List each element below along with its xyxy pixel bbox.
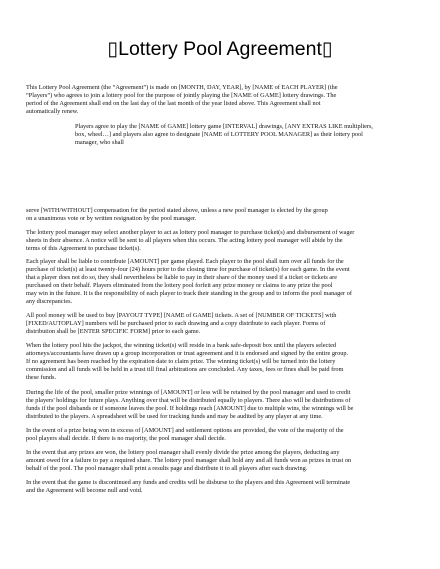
- text-line: Players agree to play the [NAME of GAME] lottery game [INTERVAL] drawings, [ANY EXTRAS LIKE multipliers,: [75, 123, 374, 130]
- paragraph-acting-manager: [26, 229, 354, 253]
- text-line: period of the Agreement shall end on the last day of the last month of the year listed above. This Agreement shall not: [26, 100, 321, 108]
- text-line: distributed to the players. A spreadsheet will be used for tracking funds and may be audited by any player at any time.: [26, 413, 323, 421]
- text-line: purchase of ticket(s) at least twenty-four (24) hours prior to the closing time for purchase of ticket(s) for each game. In the event: [26, 266, 350, 274]
- text-line: If no agreement has been reached by the expiration date to claim prize. The winning ticket(s) will be turned into the lottery: [26, 358, 336, 366]
- text-line: All pool money will be used to buy [PAYOUT TYPE] [NAME of GAME] tickets. A set of [NUMBER OF TICKETS] with: [26, 312, 337, 319]
- text-line: Each player shall be liable to contribute [AMOUNT] per game played. Each player to the pool shall turn over all funds for the: [26, 258, 344, 265]
- text-line: these funds.: [26, 374, 57, 382]
- text-line: box, wheel…] and players also agree to designate [NAME of LOTTERY POOL MANAGER] as their lottery pool: [75, 131, 363, 139]
- text-line: and the Agreement will become null and void.: [26, 487, 143, 495]
- document-title: ▯Lottery Pool Agreement▯: [107, 38, 333, 60]
- text-line: In the event that the game is discontinued any funds and credits will be disburse to the players and this Agreement will terminate: [26, 479, 351, 486]
- text-line: any discrepancies.: [26, 298, 73, 306]
- text-line: [FIXED/AUTOPLAY] numbers will be purchased prior to each drawing and a copy distribute to each player. Forms of: [26, 320, 326, 328]
- text-line: distribution shall be [ENTER SPECIFIC FORM] prior to each game.: [26, 328, 201, 336]
- text-line: that a player does not do so, they shall nevertheless be liable to pay in their share of the money used if a ticket or tickets are: [26, 274, 338, 282]
- paragraph-game-and-manager: [75, 123, 373, 147]
- text-line: on a unanimous vote or by written resignation by the pool manager.: [26, 215, 197, 223]
- paragraph-small-winnings: [26, 389, 353, 421]
- text-line: attorneys/accountants have drawn up a group incorporation or trust agreement and it is endorsed and signed by the entire group.: [26, 350, 349, 358]
- text-line: funds if the pool disbands or if someone leaves the pool. If holdings reach [AMOUNT] due to multiple wins, the winnings will be: [26, 405, 354, 413]
- text-line: may win in the future. It is the responsibility of each player to track their standing in the group and to inform the pool manager of: [26, 290, 352, 298]
- paragraph-agreement-intro: [26, 84, 338, 116]
- text-line: the players' holdings for future plays. Anything over that will be distributed equally to players. There also will be distributions of: [26, 397, 351, 405]
- text-line: terms of this Agreement to purchase ticket(s).: [26, 245, 141, 253]
- paragraph-termination: [26, 479, 350, 495]
- text-line: In the event of a prize being won in excess of [AMOUNT] and settlement options are provided, the vote of the majority of the: [26, 427, 344, 434]
- paragraph-jackpot: [26, 342, 348, 382]
- text-line: In the event that any prizes are won, the lottery pool manager shall evenly divide the prize among the players, deducting any: [26, 449, 340, 456]
- paragraph-settlement-vote: [26, 427, 344, 443]
- paragraph-ticket-purchase: [26, 312, 336, 336]
- text-line: When the lottery pool hits the jackpot, the winning ticket(s) will reside in a bank safe-deposit box until the players selected: [26, 342, 337, 349]
- text-line: manager, who shall: [75, 139, 124, 147]
- text-line: The lottery pool manager may select another player to act as lottery pool manager to purchase ticket(s) and disbursement of wager: [26, 229, 355, 236]
- paragraph-compensation: [26, 207, 328, 223]
- text-line: serve [WITH/WITHOUT] compensation for the period stated above, unless a new pool manager is elected by the group: [26, 207, 328, 214]
- text-line: automatically renew.: [26, 108, 79, 116]
- paragraph-prize-division: [26, 449, 351, 473]
- text-line: behalf of the pool. The pool manager shall print a results page and distribute it to all players after each drawing.: [26, 465, 308, 473]
- text-line: purchased on their behalf. Players eliminated from the lottery pool forfeit any prize money or claims to any prize the pool: [26, 282, 333, 290]
- text-line: This Lottery Pool Agreement (the “Agreement”) is made on [MONTH, DAY, YEAR], by [NAME of EACH PLAYER] (the: [26, 84, 338, 91]
- paragraph-contributions: [26, 258, 352, 307]
- text-line: amount owed for a failure to pay a required share. The lottery pool manager shall hold any and all funds won as prizes in trust on: [26, 457, 352, 465]
- text-line: sheets in their absence. A notice will be sent to all players when this occurs. The acting lottery pool manager will abide by the: [26, 237, 343, 245]
- text-line: pool players shall decide. If there is no majority, the pool manager shall decide.: [26, 435, 226, 443]
- text-line: commission and all funds will be held in a trust till final arbitrations are concluded. Any taxes, fees or fines shall be paid from: [26, 366, 344, 374]
- text-line: “Players”) who agrees to join a lottery pool for the purpose of jointly playing the [NAME of GAME] lottery drawings. The: [26, 92, 337, 100]
- text-line: During the life of the pool, smaller prize winnings of [AMOUNT] or less will be retained by the pool manager and used to credit: [26, 389, 351, 396]
